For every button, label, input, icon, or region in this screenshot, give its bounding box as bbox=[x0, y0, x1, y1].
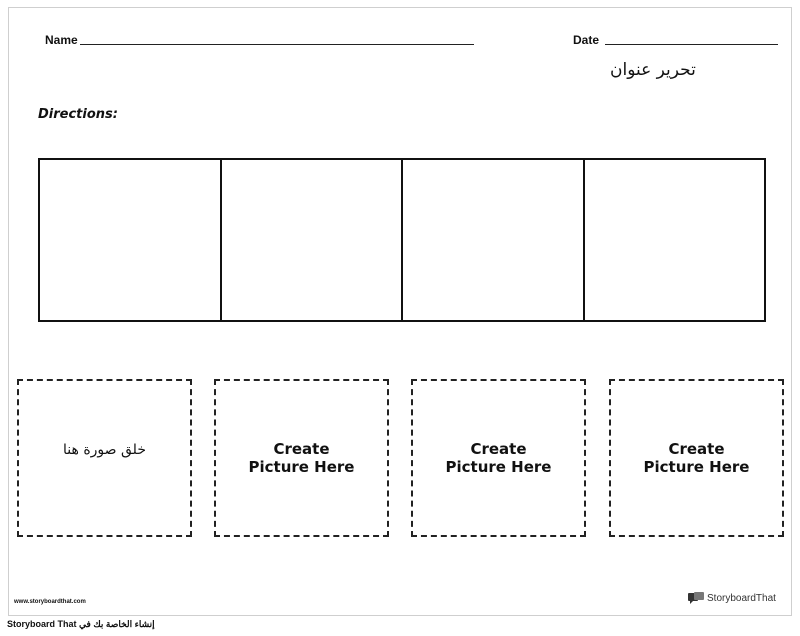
worksheet-title: تحرير عنوان bbox=[610, 60, 696, 80]
picture-box-2[interactable] bbox=[214, 379, 389, 537]
directions-label: Directions: bbox=[38, 107, 118, 122]
brand-name: StoryboardThat bbox=[707, 592, 776, 604]
name-label: Name bbox=[45, 33, 78, 47]
picture-box-1[interactable] bbox=[17, 379, 192, 537]
name-line bbox=[80, 44, 474, 45]
picture-box-3[interactable] bbox=[411, 379, 586, 537]
website-url[interactable]: www.storyboardthat.com bbox=[14, 599, 86, 605]
date-line bbox=[605, 44, 778, 45]
speech-bubble-icon bbox=[688, 592, 704, 604]
brand-logo bbox=[688, 592, 776, 604]
storyboard-cell-4[interactable] bbox=[585, 160, 765, 320]
footer-caption: Storyboard That إنشاء الخاصة بك في bbox=[7, 619, 155, 629]
storyboard-cell-1[interactable] bbox=[40, 160, 222, 320]
picture-box-4[interactable] bbox=[609, 379, 784, 537]
picture-box-label: Create Picture Here bbox=[248, 440, 355, 476]
date-label: Date bbox=[573, 33, 600, 47]
picture-box-label: Create Picture Here bbox=[445, 440, 552, 476]
storyboard-cell-2[interactable] bbox=[222, 160, 404, 320]
picture-box-label: Create Picture Here bbox=[643, 440, 750, 476]
storyboard-grid bbox=[38, 158, 766, 322]
picture-box-label: خلق صورة هنا bbox=[63, 442, 146, 458]
storyboard-cell-3[interactable] bbox=[403, 160, 585, 320]
